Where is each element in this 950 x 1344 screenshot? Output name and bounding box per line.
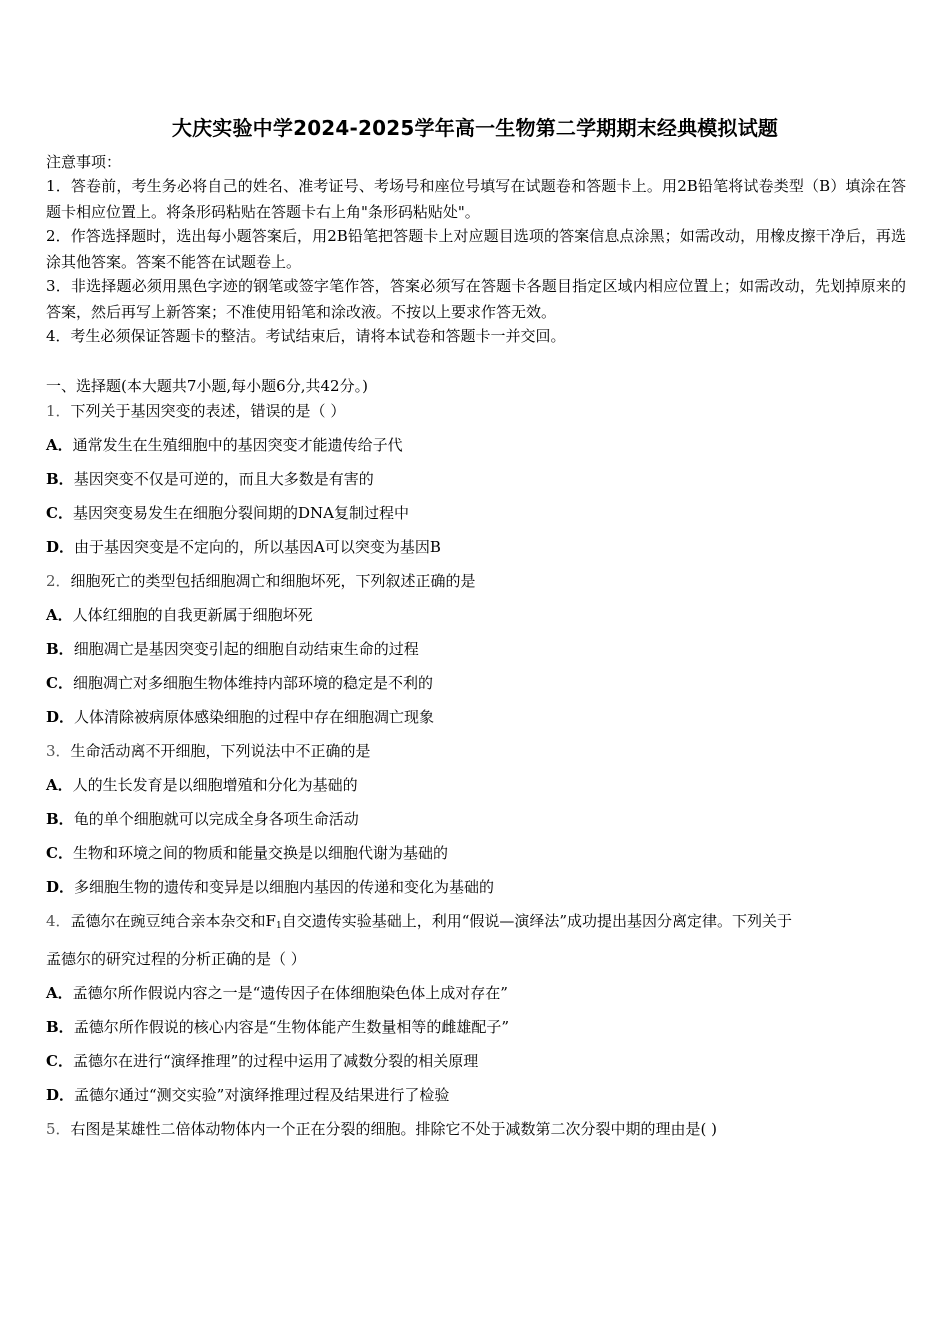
q1-option-b: B．基因突变不仅是可逆的，而且大多数是有害的 [46,470,374,488]
question-1 [46,400,345,421]
notice-item-1: 1．答卷前，考生务必将自己的姓名、准考证号、考场号和座位号填写在试题卷和答题卡上。用2B铅笔将试卷类型（B）填涂在答题卡相应位置上。将条形码粘贴在答题卡右上角"条形码粘贴处"。 [46,177,906,221]
q4-option-b: B．孟德尔所作假说的核心内容是“生物体能产生数量相等的雌雄配子” [46,1018,510,1036]
q4-option-c: C．孟德尔在进行“演绎推理”的过程中运用了减数分裂的相关原理 [46,1052,479,1070]
q2-option-d: D．人体清除被病原体感染细胞的过程中存在细胞凋亡现象 [46,708,435,726]
question-number: 3． [46,742,71,760]
q2-option-a: A．人体红细胞的自我更新属于细胞坏死 [46,606,313,624]
question-2 [46,570,476,591]
q2-option-b: B．细胞凋亡是基因突变引起的细胞自动结束生命的过程 [46,640,419,658]
q1-option-c: C．基因突变易发生在细胞分裂间期的DNA复制过程中 [46,504,409,522]
notice-item-2: 2．作答选择题时，选出每小题答案后，用2B铅笔把答题卡上对应题目选项的答案信息点涂黑；如需改动，用橡皮擦干净后，再选涂其他答案。答案不能答在试题卷上。 [46,227,906,271]
q1-option-d: D．由于基因突变是不定向的，所以基因A可以突变为基因B [46,538,441,556]
q1-option-a: A．通常发生在生殖细胞中的基因突变才能遗传给子代 [46,436,403,454]
question-stem: 细胞死亡的类型包括细胞凋亡和细胞坏死，下列叙述正确的是 [70,572,476,590]
question-3 [46,740,371,761]
question-number: 1． [46,402,71,420]
q2-option-c: C．细胞凋亡对多细胞生物体维持内部环境的稳定是不利的 [46,674,433,692]
question-4: 4．孟德尔在豌豆纯合亲本杂交和$F_1$自交遗传实验基础上，利用“假说—演绎法”成功提出基因分离定律。下列关于 [46,912,793,931]
question-stem: 生命活动离不开细胞，下列说法中不正确的是 [70,742,371,760]
q3-option-d: D．多细胞生物的遗传和变异是以细胞内基因的传递和变化为基础的 [46,878,495,896]
notice-heading: 注意事项： [46,153,122,171]
q3-option-c: C．生物和环境之间的物质和能量交换是以细胞代谢为基础的 [46,844,448,862]
q4-option-a: A．孟德尔所作假说内容之一是“遗传因子在体细胞染色体上成对存在” [46,984,508,1002]
notice-item-3: 3．非选择题必须用黑色字迹的钢笔或签字笔作答，答案必须写在答题卡各题目指定区域内相应位置上；如需改动，先划掉原来的答案，然后再写上新答案；不准使用铅笔和涂改液。不按以上要求作答无效。 [46,277,906,321]
section-heading: 一、选择题(本大题共7小题,每小题6分,共42分。) [46,377,368,395]
question-stem: 右图是某雄性二倍体动物体内一个正在分裂的细胞。排除它不处于减数第二次分裂中期的理由是( ) [70,1120,718,1138]
notice-item-4: 4．考生必须保证答题卡的整洁。考试结束后，请将本试卷和答题卡一并交回。 [46,327,566,345]
q3-option-b: B．龟的单个细胞就可以完成全身各项生命活动 [46,810,359,828]
question-5 [46,1118,717,1139]
q3-option-a: A．人的生长发育是以细胞增殖和分化为基础的 [46,776,358,794]
question-number: 2． [46,572,71,590]
question-number: 5． [46,1120,71,1138]
question-stem: 下列关于基因突变的表述，错误的是（ ） [70,402,346,420]
q4-option-d: D．孟德尔通过“测交实验”对演绎推理过程及结果进行了检验 [46,1086,450,1104]
question-number: 4． [46,912,71,930]
question-4-continued: 孟德尔的研究过程的分析正确的是（ ） [46,950,306,968]
page-title: 大庆实验中学2024-2025学年高一生物第二学期期末经典模拟试题 [171,116,779,140]
